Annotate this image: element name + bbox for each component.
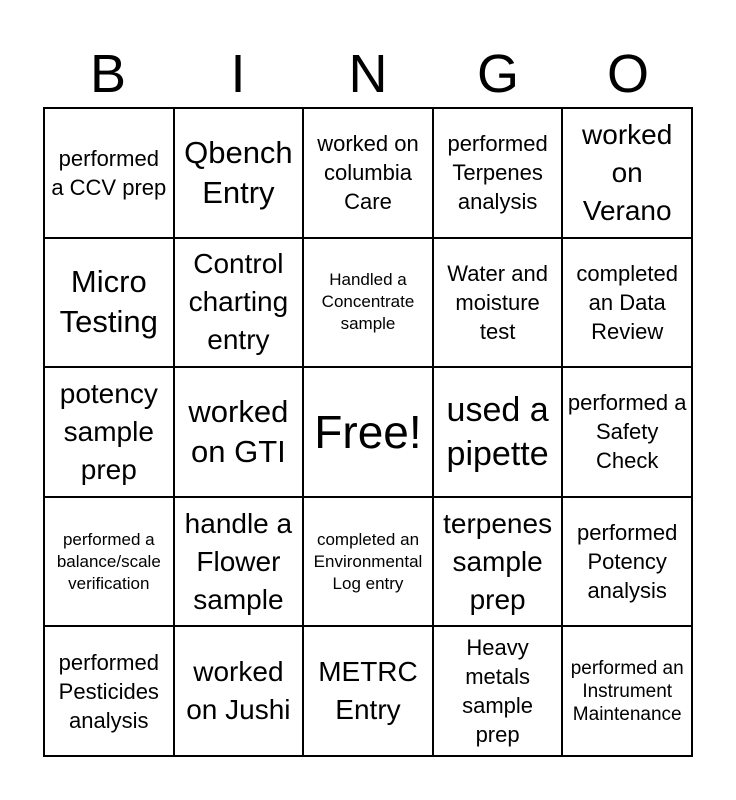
square-label: Control charting entry: [188, 248, 289, 356]
bingo-square[interactable]: [434, 368, 564, 498]
bingo-square[interactable]: [175, 627, 305, 757]
header-letter-i: I: [230, 44, 246, 104]
bingo-square[interactable]: [45, 109, 175, 239]
bingo-square[interactable]: [45, 498, 175, 628]
square-label: performed Terpenes analysis: [447, 131, 548, 215]
square-label: worked on GTI: [188, 393, 289, 469]
bingo-square[interactable]: [304, 498, 434, 628]
square-label: potency sample prep: [59, 377, 158, 485]
square-label: worked on columbia Care: [317, 131, 419, 215]
square-label: Micro Testing: [59, 264, 158, 340]
square-label: performed a CCV prep: [51, 145, 167, 200]
bingo-square[interactable]: [175, 498, 305, 628]
header-letter-g: G: [476, 44, 519, 104]
bingo-header: [43, 40, 693, 108]
square-label: performed a balance/scale verification: [56, 529, 161, 593]
bingo-square[interactable]: [563, 498, 693, 628]
bingo-square[interactable]: [45, 627, 175, 757]
bingo-square[interactable]: [175, 109, 305, 239]
bingo-square[interactable]: [563, 239, 693, 369]
bingo-square[interactable]: [563, 627, 693, 757]
free-square[interactable]: [304, 368, 434, 498]
square-label: worked on Jushi: [186, 656, 291, 726]
free-square-label: Free!: [314, 405, 422, 458]
bingo-square[interactable]: [45, 239, 175, 369]
bingo-square[interactable]: [434, 239, 564, 369]
square-label: performed Potency analysis: [577, 520, 678, 604]
square-label: completed an Data Review: [576, 260, 678, 344]
bingo-card-grid: [43, 107, 693, 757]
square-label: used a pipette: [446, 390, 549, 473]
bingo-square[interactable]: [175, 368, 305, 498]
header-letter-n: N: [348, 44, 388, 104]
bingo-square[interactable]: [434, 109, 564, 239]
bingo-square[interactable]: [434, 627, 564, 757]
square-label: terpenes sample prep: [443, 507, 553, 615]
square-label: Water and moisture test: [447, 260, 548, 344]
bingo-square[interactable]: [175, 239, 305, 369]
bingo-square[interactable]: [304, 239, 434, 369]
square-label: handle a Flower sample: [184, 507, 293, 615]
square-label: Handled a Concentrate sample: [321, 270, 415, 334]
bingo-square[interactable]: [304, 109, 434, 239]
header-letter-b: B: [89, 44, 127, 104]
square-label: performed a Safety Check: [567, 390, 687, 474]
header-letter-o: O: [606, 44, 649, 104]
square-label: performed an Instrument Maintenance: [570, 657, 684, 725]
square-label: Heavy metals sample prep: [462, 635, 534, 748]
bingo-square[interactable]: [45, 368, 175, 498]
square-label: Qbench Entry: [184, 134, 293, 210]
square-label: worked on Verano: [582, 118, 673, 226]
square-label: completed an Environmental Log entry: [313, 529, 423, 593]
bingo-square[interactable]: [563, 109, 693, 239]
bingo-square[interactable]: [304, 627, 434, 757]
bingo-square[interactable]: [563, 368, 693, 498]
bingo-square[interactable]: [434, 498, 564, 628]
square-label: METRC Entry: [318, 656, 418, 726]
square-label: performed Pesticides analysis: [58, 649, 159, 733]
